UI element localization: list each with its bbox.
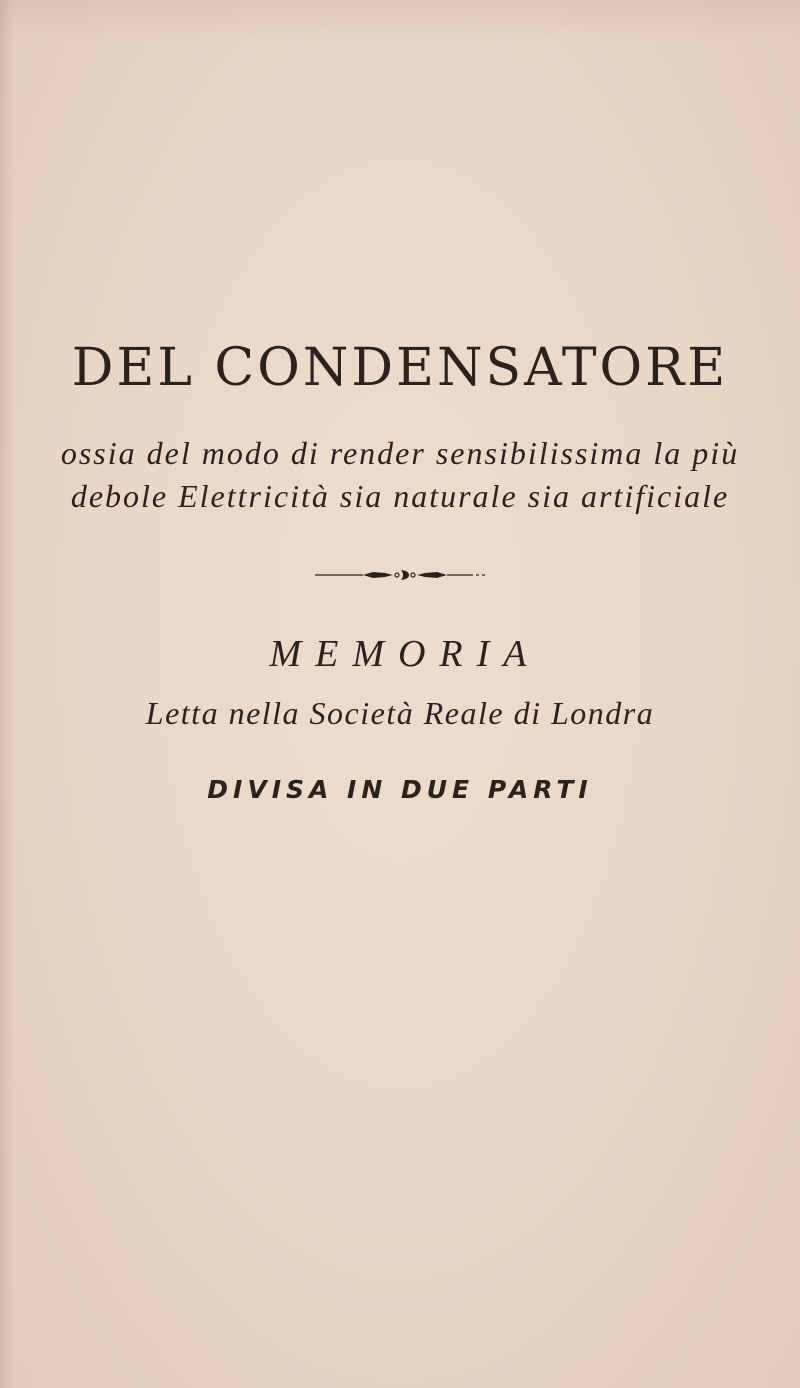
memoria-heading: MEMORIA	[269, 633, 541, 675]
page-title: DEL CONDENSATORE	[71, 338, 729, 398]
page-edge-shadow-top	[0, 0, 800, 40]
division-note: DIVISA IN DUE PARTI	[207, 775, 593, 804]
ornament-divider-icon	[313, 565, 489, 585]
subtitle-line-2: debole Elettricità sia naturale sia artificiale	[70, 478, 730, 514]
page-edge-shadow-left	[0, 0, 14, 1388]
subtitle-line-1: ossia del modo di render sensibilissima la più	[60, 435, 740, 471]
read-at-society-line: Letta nella Società Reale di Londra	[145, 695, 655, 731]
